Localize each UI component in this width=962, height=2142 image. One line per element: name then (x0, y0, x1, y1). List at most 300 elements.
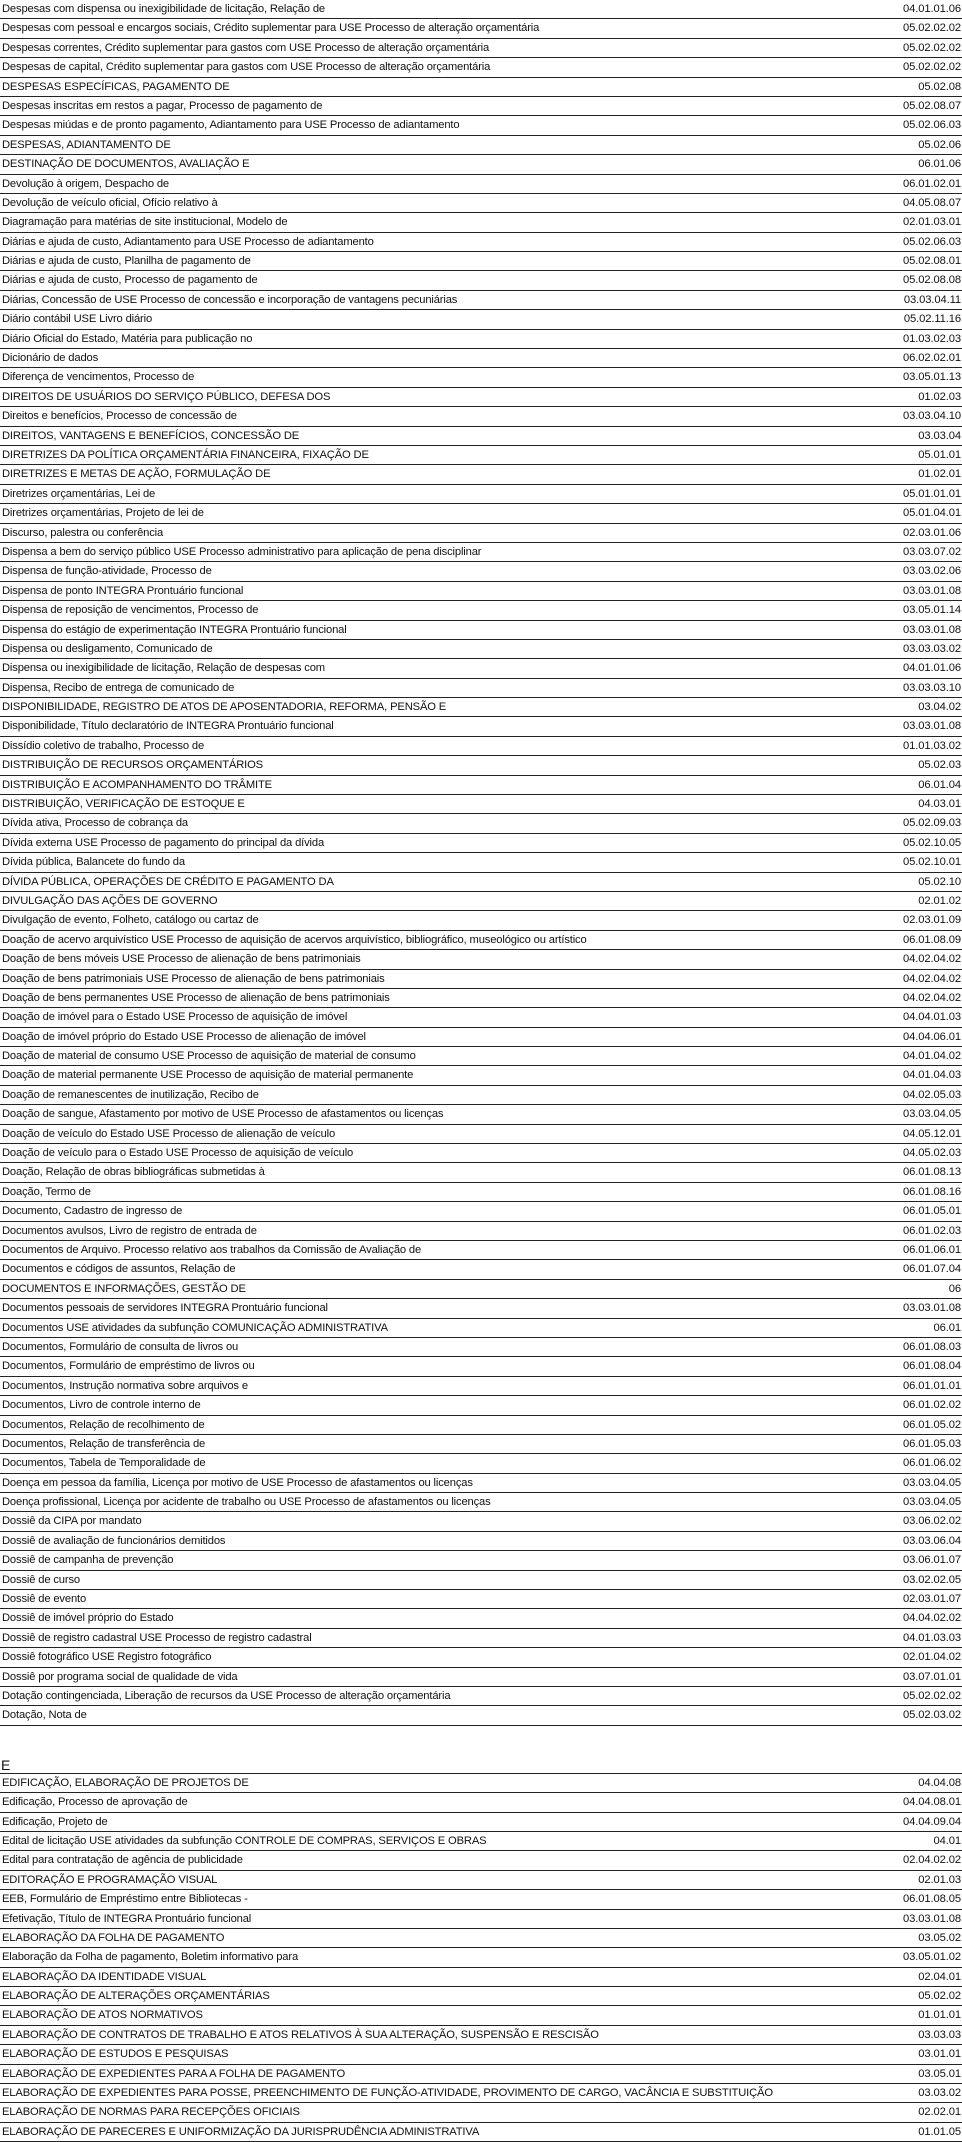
index-entry-row (0, 1968, 962, 1987)
entry-term: Dispensa de reposição de vencimentos, Processo de (2, 604, 259, 617)
entry-code: 04.01 (933, 1834, 961, 1847)
index-entry-row (0, 1163, 962, 1182)
index-entry-row (0, 2123, 962, 2142)
entry-code: 03.03.07.02 (902, 545, 961, 558)
entry-code: 05.01.04.01 (902, 507, 961, 520)
index-entry-row (0, 1416, 962, 1435)
index-entry-row (0, 1008, 962, 1027)
entry-term: Documentos USE atividades da subfunção COMUNICAÇÃO ADMINISTRATIVA (2, 1321, 388, 1334)
index-entry-row (0, 1793, 962, 1812)
entry-term: Diárias e ajuda de custo, Planilha de pagamento de (2, 255, 251, 268)
entry-term: Dissídio coletivo de trabalho, Processo de (2, 739, 205, 752)
entry-code: 01.02.03 (918, 390, 961, 403)
entry-term: Dívida pública, Balancete do fundo da (2, 856, 185, 869)
entry-term: Documentos de Arquivo. Processo relativo aos trabalhos da Comissão de Avaliação de (2, 1244, 422, 1256)
entry-code: 01.02.01 (918, 468, 961, 481)
entry-code: 06.01.01.01 (902, 1379, 961, 1392)
index-entry-row (0, 330, 962, 349)
entry-term: Doença em pessoa da família, Licença por motivo de USE Processo de afastamentos ou licenças (2, 1476, 473, 1489)
entry-code: 03.05.01.02 (902, 1951, 961, 1964)
entry-term: Dotação, Nota de (2, 1709, 87, 1722)
entry-term: ELABORAÇÃO DE CONTRATOS DE TRABALHO E ATOS RELATIVOS À SUA ALTERAÇÃO, SUSPENSÃO E RESCISÃO (2, 2028, 599, 2041)
index-entry-row (0, 1571, 962, 1590)
index-entry-row (0, 1871, 962, 1890)
entry-term: Documentos, Relação de recolhimento de (2, 1418, 205, 1431)
index-entry-row (0, 1609, 962, 1628)
entry-term: Diretrizes orçamentárias, Projeto de lei de (2, 507, 204, 520)
entry-code: 03.03.06.04 (902, 1534, 961, 1547)
index-entry-row (0, 19, 962, 38)
entry-code: 03.05.01 (918, 2067, 961, 2080)
entry-term: Doação de remanescentes de inutilização, Recibo de (2, 1088, 259, 1101)
entry-term: Diárias e ajuda de custo, Adiantamento para USE Processo de adiantamento (2, 235, 374, 248)
index-entry-row (0, 582, 962, 601)
index-entry-row (0, 155, 962, 174)
index-entry-row (0, 989, 962, 1008)
index-entry-row (0, 524, 962, 543)
entry-term: Diário Oficial do Estado, Matéria para publicação no (2, 332, 253, 345)
entry-code: 05.02.08.08 (902, 274, 961, 287)
entry-term: Diário contábil USE Livro diário (2, 313, 153, 326)
entry-code: 03.03.04.11 (903, 293, 961, 306)
index-entry-row (0, 1493, 962, 1512)
entry-code: 04.02.05.03 (902, 1088, 961, 1101)
entry-term: Dispensa ou desligamento, Comunicado de (2, 642, 213, 655)
entry-term: Documentos, Tabela de Temporalidade de (2, 1457, 206, 1470)
entry-code: 03.03.01.08 (902, 720, 961, 733)
entry-code: 03.07.01.01 (902, 1670, 961, 1683)
entry-term: ELABORAÇÃO DE EXPEDIENTES PARA A FOLHA DE PAGAMENTO (2, 2067, 345, 2080)
entry-code: 03.01.01 (918, 2048, 961, 2061)
index-entry-row (0, 368, 962, 387)
index-entry-row (0, 291, 962, 310)
entry-code: 06.01.06 (918, 158, 961, 171)
entry-term: Despesas com pessoal e encargos sociais, Crédito suplementar para USE Processo de alteração orçamentária (2, 22, 540, 35)
entry-code: 04.01.01.06 (902, 3, 961, 15)
entry-code: 03.03.01.08 (902, 1912, 961, 1925)
entry-term: Doação de material permanente USE Processo de aquisição de material permanente (2, 1069, 414, 1082)
index-entry-row (0, 465, 962, 484)
entry-code: 06.01.02.02 (902, 1399, 961, 1412)
entry-term: Documentos e códigos de assuntos, Relação de (2, 1263, 236, 1276)
entry-term: Despesas de capital, Crédito suplementar para gastos com USE Processo de alteração orçamentária (2, 61, 491, 74)
entry-code: 03.03.03 (918, 2028, 961, 2041)
index-entry-row (0, 795, 962, 814)
entry-code: 06.01.08.05 (902, 1893, 961, 1906)
entry-code: 06.01 (933, 1321, 961, 1334)
entry-code: 03.03.01.08 (902, 623, 961, 636)
entry-code: 03.05.01.14 (902, 604, 961, 617)
index-entry-row (0, 1125, 962, 1144)
entry-term: Edital de licitação USE atividades da subfunção CONTROLE DE COMPRAS, SERVIÇOS E OBRAS (2, 1834, 487, 1847)
index-entry-row (0, 1687, 962, 1706)
index-entry-row (0, 1435, 962, 1454)
entry-code: 05.02.10.05 (902, 836, 961, 849)
entry-code: 03.03.04 (918, 429, 961, 442)
entry-code: 06.01.07.04 (902, 1263, 961, 1276)
entry-term: Diárias e ajuda de custo, Processo de pagamento de (2, 274, 258, 287)
entry-term: Edificação, Projeto de (2, 1815, 108, 1828)
index-entry-row (0, 194, 962, 213)
entry-code: 03.03.04.05 (902, 1108, 961, 1121)
entry-term: Devolução de veículo oficial, Ofício relativo à (2, 196, 218, 209)
entry-code: 05.02.10 (918, 875, 961, 888)
index-entry-row (0, 1474, 962, 1493)
entry-term: Disponibilidade, Título declaratório de INTEGRA Prontuário funcional (2, 720, 334, 733)
entry-term: Diárias, Concessão de USE Processo de concessão e incorporação de vantagens pecuniárias (2, 293, 458, 306)
entry-term: Documentos avulsos, Livro de registro de entrada de (2, 1224, 257, 1237)
entry-code: 04.01.04.03 (902, 1069, 961, 1082)
index-entry-row (0, 58, 962, 77)
index-entry-row (0, 640, 962, 659)
entry-term: Doação de veículo para o Estado USE Processo de aquisição de veículo (2, 1147, 354, 1160)
entry-term: Dossiê fotográfico USE Registro fotográfico (2, 1651, 212, 1664)
index-entry-row (0, 1774, 962, 1793)
index-entry-row (0, 213, 962, 232)
entry-term: ELABORAÇÃO DE ALTERAÇÕES ORÇAMENTÁRIAS (2, 1990, 270, 2003)
index-entry-row (0, 970, 962, 989)
index-entry-row (0, 1047, 962, 1066)
entry-term: Dispensa de função-atividade, Processo de (2, 565, 212, 578)
entry-code: 05.02.10.01 (902, 856, 961, 869)
entry-term: Dispensa a bem do serviço público USE Processo administrativo para aplicação de pena disciplinar (2, 545, 482, 558)
entry-code: 05.02.06 (918, 138, 961, 151)
entry-term: Documentos, Instrução normativa sobre arquivos e (2, 1379, 248, 1392)
entry-term: Dossiê por programa social de qualidade de vida (2, 1670, 238, 1683)
index-entry-row (0, 1929, 962, 1948)
index-entry-row (0, 1813, 962, 1832)
entry-term: Dotação contingenciada, Liberação de recursos da USE Processo de alteração orçamentária (2, 1689, 451, 1702)
index-entry-row (0, 2103, 962, 2122)
index-entry-row (0, 446, 962, 465)
index-entry-row (0, 2006, 962, 2025)
index-entry-row (0, 892, 962, 911)
entry-code: 04.02.04.02 (902, 991, 961, 1004)
index-entry-row (0, 873, 962, 892)
entry-code: 01.01.01 (918, 2009, 961, 2022)
entry-code: 03.02.02.05 (902, 1573, 961, 1586)
entry-term: DISTRIBUIÇÃO DE RECURSOS ORÇAMENTÁRIOS (2, 759, 263, 772)
entry-term: Edificação, Processo de aprovação de (2, 1796, 188, 1809)
entry-code: 03.03.04.05 (902, 1476, 961, 1489)
entry-term: Elaboração da Folha de pagamento, Boletim informativo para (2, 1951, 299, 1964)
index-entry-row (0, 388, 962, 407)
entry-code: 06.01.08.04 (902, 1360, 961, 1373)
entry-code: 02.03.01.09 (902, 914, 961, 927)
entry-code: 02.03.01.06 (902, 526, 961, 539)
index-entry-row (0, 1028, 962, 1047)
entry-code: 04.05.12.01 (902, 1127, 961, 1140)
index-entry-row (0, 776, 962, 795)
entry-term: DOCUMENTOS E INFORMAÇÕES, GESTÃO DE (2, 1282, 246, 1295)
entry-code: 02.01.04.02 (902, 1651, 961, 1664)
entry-term: Doação de sangue, Afastamento por motivo de USE Processo de afastamentos ou licenças (2, 1108, 444, 1121)
entry-term: Doação de bens permanentes USE Processo de alienação de bens patrimoniais (2, 991, 390, 1004)
entry-term: Devolução à origem, Despacho de (2, 177, 169, 190)
entry-code: 03.03.02 (918, 2087, 961, 2100)
entry-code: 06.01.08.03 (902, 1340, 961, 1353)
index-entry-row (0, 175, 962, 194)
entry-term: Doação de bens patrimoniais USE Processo de alienação de bens patrimoniais (2, 972, 385, 985)
index-entry-row (0, 1144, 962, 1163)
entry-code: 04.04.02.02 (902, 1612, 961, 1625)
entry-term: EDIFICAÇÃO, ELABORAÇÃO DE PROJETOS DE (2, 1776, 249, 1789)
entry-code: 04.04.08 (918, 1776, 961, 1789)
index-entry-row (0, 1454, 962, 1473)
entry-term: Doação de acervo arquivístico USE Processo de aquisição de acervos arquivístico, bibliográfico, museológico ou artístico (2, 933, 587, 946)
entry-term: DIRETRIZES DA POLÍTICA ORÇAMENTÁRIA FINANCEIRA, FIXAÇÃO DE (2, 448, 369, 461)
entry-term: EDITORAÇÃO E PROGRAMAÇÃO VISUAL (2, 1873, 218, 1886)
entry-code: 03.03.04.10 (902, 410, 961, 423)
entry-code: 06.01.05.03 (902, 1437, 961, 1450)
entry-code: 06.01.04 (918, 778, 961, 791)
entry-term: Dívida externa USE Processo de pagamento do principal da dívida (2, 836, 325, 849)
entry-code: 02.02.01 (918, 2106, 961, 2119)
index-entry-row (0, 659, 962, 678)
index-entry-row (0, 1532, 962, 1551)
entry-code: 05.02.11.16 (903, 313, 961, 326)
index-entry-row (0, 1851, 962, 1870)
entry-code: 03.03.03.10 (902, 681, 961, 694)
index-entry-row (0, 310, 962, 329)
index-entry-row (0, 1551, 962, 1570)
entry-code: 03.05.02 (918, 1931, 961, 1944)
entry-term: Doação, Relação de obras bibliográficas submetidas à (2, 1166, 265, 1179)
index-entry-row (0, 756, 962, 775)
index-entry-row (0, 698, 962, 717)
entry-code: 01.03.02.03 (902, 332, 961, 345)
entry-term: DISTRIBUIÇÃO, VERIFICAÇÃO DE ESTOQUE E (2, 798, 245, 811)
entry-code: 04.02.04.02 (902, 972, 961, 985)
entry-code: 05.02.03.02 (902, 1709, 961, 1722)
entry-code: 06.01.05.02 (902, 1418, 961, 1431)
index-entry-row (0, 1105, 962, 1124)
index-entry-row (0, 1241, 962, 1260)
entry-code: 05.02.08 (918, 80, 961, 93)
index-entry-row (0, 2045, 962, 2064)
entry-code: 06.01.08.16 (902, 1185, 961, 1198)
index-entry-row (0, 853, 962, 872)
entry-code: 03.06.02.02 (902, 1515, 961, 1528)
entry-term: Doação de veículo do Estado USE Processo de alienação de veículo (2, 1127, 336, 1140)
entry-code: 03.03.01.08 (902, 584, 961, 597)
index-entry-row (0, 271, 962, 290)
entry-term: EEB, Formulário de Empréstimo entre Bibliotecas - (2, 1893, 248, 1906)
entry-code: 04.05.08.07 (902, 196, 961, 209)
entry-code: 03.03.03.02 (902, 642, 961, 655)
entry-code: 03.03.04.05 (902, 1496, 961, 1509)
index-entry-row (0, 911, 962, 930)
entry-code: 05.01.01 (918, 448, 961, 461)
entry-code: 06 (948, 1282, 961, 1295)
index-entry-row (0, 1987, 962, 2006)
entry-term: DISTRIBUIÇÃO E ACOMPANHAMENTO DO TRÂMITE (2, 778, 272, 791)
entry-term: Dívida ativa, Processo de cobrança da (2, 817, 188, 830)
entry-term: Dossiê de imóvel próprio do Estado (2, 1612, 174, 1625)
index-entry-row (0, 2065, 962, 2084)
entry-code: 04.04.01.03 (902, 1011, 961, 1024)
entry-code: 05.02.03 (918, 759, 961, 772)
index-entry-row (0, 2026, 962, 2045)
index-entry-row (0, 717, 962, 736)
entry-code: 05.02.09.03 (902, 817, 961, 830)
entry-term: Dossiê de curso (2, 1573, 80, 1586)
index-entry-row (0, 834, 962, 853)
entry-code: 04.01.04.02 (902, 1050, 961, 1063)
index-entry-row (0, 1590, 962, 1609)
entry-term: Doação de bens móveis USE Processo de alienação de bens patrimoniais (2, 953, 361, 966)
entry-code: 06.01.02.03 (902, 1224, 961, 1237)
index-entry-row (0, 0, 962, 19)
index-entry-row (0, 136, 962, 155)
entry-term: Dossiê de avaliação de funcionários demitidos (2, 1534, 226, 1547)
entry-term: Discurso, palestra ou conferência (2, 526, 164, 539)
index-entry-row (0, 1066, 962, 1085)
index-entry-row (0, 601, 962, 620)
entry-code: 03.03.01.08 (902, 1302, 961, 1315)
index-entry-row (0, 407, 962, 426)
index-entry-row (0, 1706, 962, 1725)
entry-code: 05.02.06.03 (902, 119, 961, 132)
entry-term: Diagramação para matérias de site institucional, Modelo de (2, 216, 288, 229)
entry-code: 03.03.02.06 (902, 565, 961, 578)
entry-term: ELABORAÇÃO DE ATOS NORMATIVOS (2, 2009, 203, 2022)
entry-term: DIREITOS, VANTAGENS E BENEFÍCIOS, CONCESSÃO DE (2, 429, 300, 442)
index-entry-row (0, 1396, 962, 1415)
entry-term: DESPESAS, ADIANTAMENTO DE (2, 138, 171, 151)
entry-code: 02.01.03 (918, 1873, 961, 1886)
index-entry-row (0, 1377, 962, 1396)
entry-term: DÍVIDA PÚBLICA, OPERAÇÕES DE CRÉDITO E PAGAMENTO DA (2, 875, 334, 888)
section-letter-heading: E (0, 1748, 962, 1774)
index-entry-row (0, 1890, 962, 1909)
index-entry-row (0, 1319, 962, 1338)
index-entry-row (0, 252, 962, 271)
index-entry-row (0, 1086, 962, 1105)
entry-code: 05.02.02.02 (902, 22, 961, 35)
entry-term: Divulgação de evento, Folheto, catálogo ou cartaz de (2, 914, 259, 927)
entry-term: ELABORAÇÃO DE NORMAS PARA RECEPÇÕES OFICIAIS (2, 2106, 300, 2119)
entry-code: 03.04.02 (918, 701, 961, 714)
entry-term: Efetivação, Título de INTEGRA Prontuário funcional (2, 1912, 252, 1925)
entry-code: 06.01.06.02 (902, 1457, 961, 1470)
index-entry-row (0, 427, 962, 446)
index-entry-row (0, 1222, 962, 1241)
entry-term: Dispensa ou inexigibilidade de licitação, Relação de despesas com (2, 662, 325, 675)
entry-term: DIRETRIZES E METAS DE AÇÃO, FORMULAÇÃO DE (2, 468, 271, 481)
entry-term: Dispensa de ponto INTEGRA Prontuário funcional (2, 584, 244, 597)
index-entry-row (0, 737, 962, 756)
entry-term: ELABORAÇÃO DE PARECERES E UNIFORMIZAÇÃO DA JURISPRUDÊNCIA ADMINISTRATIVA (2, 2125, 480, 2138)
index-entry-row (0, 1299, 962, 1318)
entry-code: 05.01.01.01 (902, 487, 961, 500)
entry-term: Dicionário de dados (2, 352, 99, 365)
index-entry-row (0, 97, 962, 116)
entry-term: DIREITOS DE USUÁRIOS DO SERVIÇO PÚBLICO, DEFESA DOS (2, 390, 331, 403)
entry-term: Dispensa, Recibo de entrega de comunicado de (2, 681, 235, 694)
index-entry-row (0, 931, 962, 950)
index-entry-row (0, 233, 962, 252)
index-entry-row (0, 116, 962, 135)
entry-term: Edital para contratação de agência de publicidade (2, 1854, 243, 1867)
entry-term: Despesas miúdas e de pronto pagamento, Adiantamento para USE Processo de adiantamento (2, 119, 460, 132)
index-entry-row (0, 679, 962, 698)
index-entry-row (0, 562, 962, 581)
entry-code: 02.04.01 (918, 1970, 961, 1983)
entry-term: ELABORAÇÃO DA FOLHA DE PAGAMENTO (2, 1931, 225, 1944)
entry-term: Documentos, Formulário de empréstimo de livros ou (2, 1360, 255, 1373)
entry-code: 06.01.02.01 (902, 177, 961, 190)
entry-code: 05.02.06.03 (902, 235, 961, 248)
entry-code: 05.02.02.02 (902, 41, 961, 54)
index-entry-row (0, 621, 962, 640)
entry-term: Diferença de vencimentos, Processo de (2, 371, 195, 384)
entry-term: Dossiê de registro cadastral USE Processo de registro cadastral (2, 1631, 312, 1644)
index-entry-row (0, 1948, 962, 1967)
index-entry-row (0, 349, 962, 368)
entry-code: 02.03.01.07 (902, 1593, 961, 1606)
entry-term: ELABORAÇÃO DE ESTUDOS E PESQUISAS (2, 2048, 229, 2061)
index-entry-row (0, 1357, 962, 1376)
entry-term: Doação, Termo de (2, 1185, 91, 1198)
index-entry-row (0, 950, 962, 969)
index-entry-row (0, 1202, 962, 1221)
entry-code: 04.02.04.02 (902, 953, 961, 966)
entry-term: DISPONIBILIDADE, REGISTRO DE ATOS DE APOSENTADORIA, REFORMA, PENSÃO E (2, 701, 447, 714)
entry-term: DESTINAÇÃO DE DOCUMENTOS, AVALIAÇÃO E (2, 158, 250, 171)
index-entry-row (0, 485, 962, 504)
entry-term: Documento, Cadastro de ingresso de (2, 1205, 183, 1218)
entry-term: Documentos, Formulário de consulta de livros ou (2, 1340, 239, 1353)
entry-term: Despesas inscritas em restos a pagar, Processo de pagamento de (2, 99, 323, 112)
entry-term: DESPESAS ESPECÍFICAS, PAGAMENTO DE (2, 80, 230, 93)
entry-code: 02.04.02.02 (902, 1854, 961, 1867)
index-entry-row (0, 1832, 962, 1851)
entry-code: 04.04.09.04 (902, 1815, 961, 1828)
entry-code: 03.06.01.07 (902, 1554, 961, 1567)
entry-code: 06.01.06.01 (902, 1244, 961, 1256)
entry-term: ELABORAÇÃO DA IDENTIDADE VISUAL (2, 1970, 207, 1983)
entry-code: 05.02.02.02 (902, 61, 961, 74)
entry-term: Doação de imóvel para o Estado USE Processo de aquisição de imóvel (2, 1011, 348, 1024)
index-entry-row (0, 814, 962, 833)
entry-code: 06.01.08.13 (902, 1166, 961, 1179)
entry-term: Doença profissional, Licença por acidente de trabalho ou USE Processo de afastamentos ou licenças (2, 1496, 491, 1509)
entry-code: 02.01.03.01 (902, 216, 961, 229)
entry-term: Dispensa do estágio de experimentação INTEGRA Prontuário funcional (2, 623, 347, 636)
entry-code: 06.01.08.09 (902, 933, 961, 946)
entry-code: 01.01.03.02 (902, 739, 961, 752)
entry-code: 02.01.02 (918, 894, 961, 907)
entry-code: 04.03.01 (918, 798, 961, 811)
entry-code: 05.02.02 (918, 1990, 961, 2003)
index-entry-row (0, 1668, 962, 1687)
entry-term: ELABORAÇÃO DE EXPEDIENTES PARA POSSE, PREENCHIMENTO DE FUNÇÃO-ATIVIDADE, PROVIMENTO DE CARGO, VACÂNCIA E SUBSTITUIÇÃO (2, 2087, 773, 2100)
entry-term: Documentos pessoais de servidores INTEGRA Prontuário funcional (2, 1302, 328, 1315)
entry-term: Despesas com dispensa ou inexigibilidade de licitação, Relação de (2, 3, 325, 15)
entry-code: 04.05.02.03 (902, 1147, 961, 1160)
entry-term: Documentos, Relação de transferência de (2, 1437, 206, 1450)
entry-code: 03.05.01.13 (902, 371, 961, 384)
entry-code: 04.01.03.03 (902, 1631, 961, 1644)
entry-term: Despesas correntes, Crédito suplementar para gastos com USE Processo de alteração orçamentária (2, 41, 490, 54)
entry-term: DIVULGAÇÃO DAS AÇÕES DE GOVERNO (2, 894, 218, 907)
entry-term: Doação de material de consumo USE Processo de aquisição de material de consumo (2, 1050, 416, 1063)
entry-code: 06.02.02.01 (902, 352, 961, 365)
entry-term: Direitos e benefícios, Processo de concessão de (2, 410, 237, 423)
index-entry-row (0, 543, 962, 562)
index-entry-row (0, 1260, 962, 1279)
